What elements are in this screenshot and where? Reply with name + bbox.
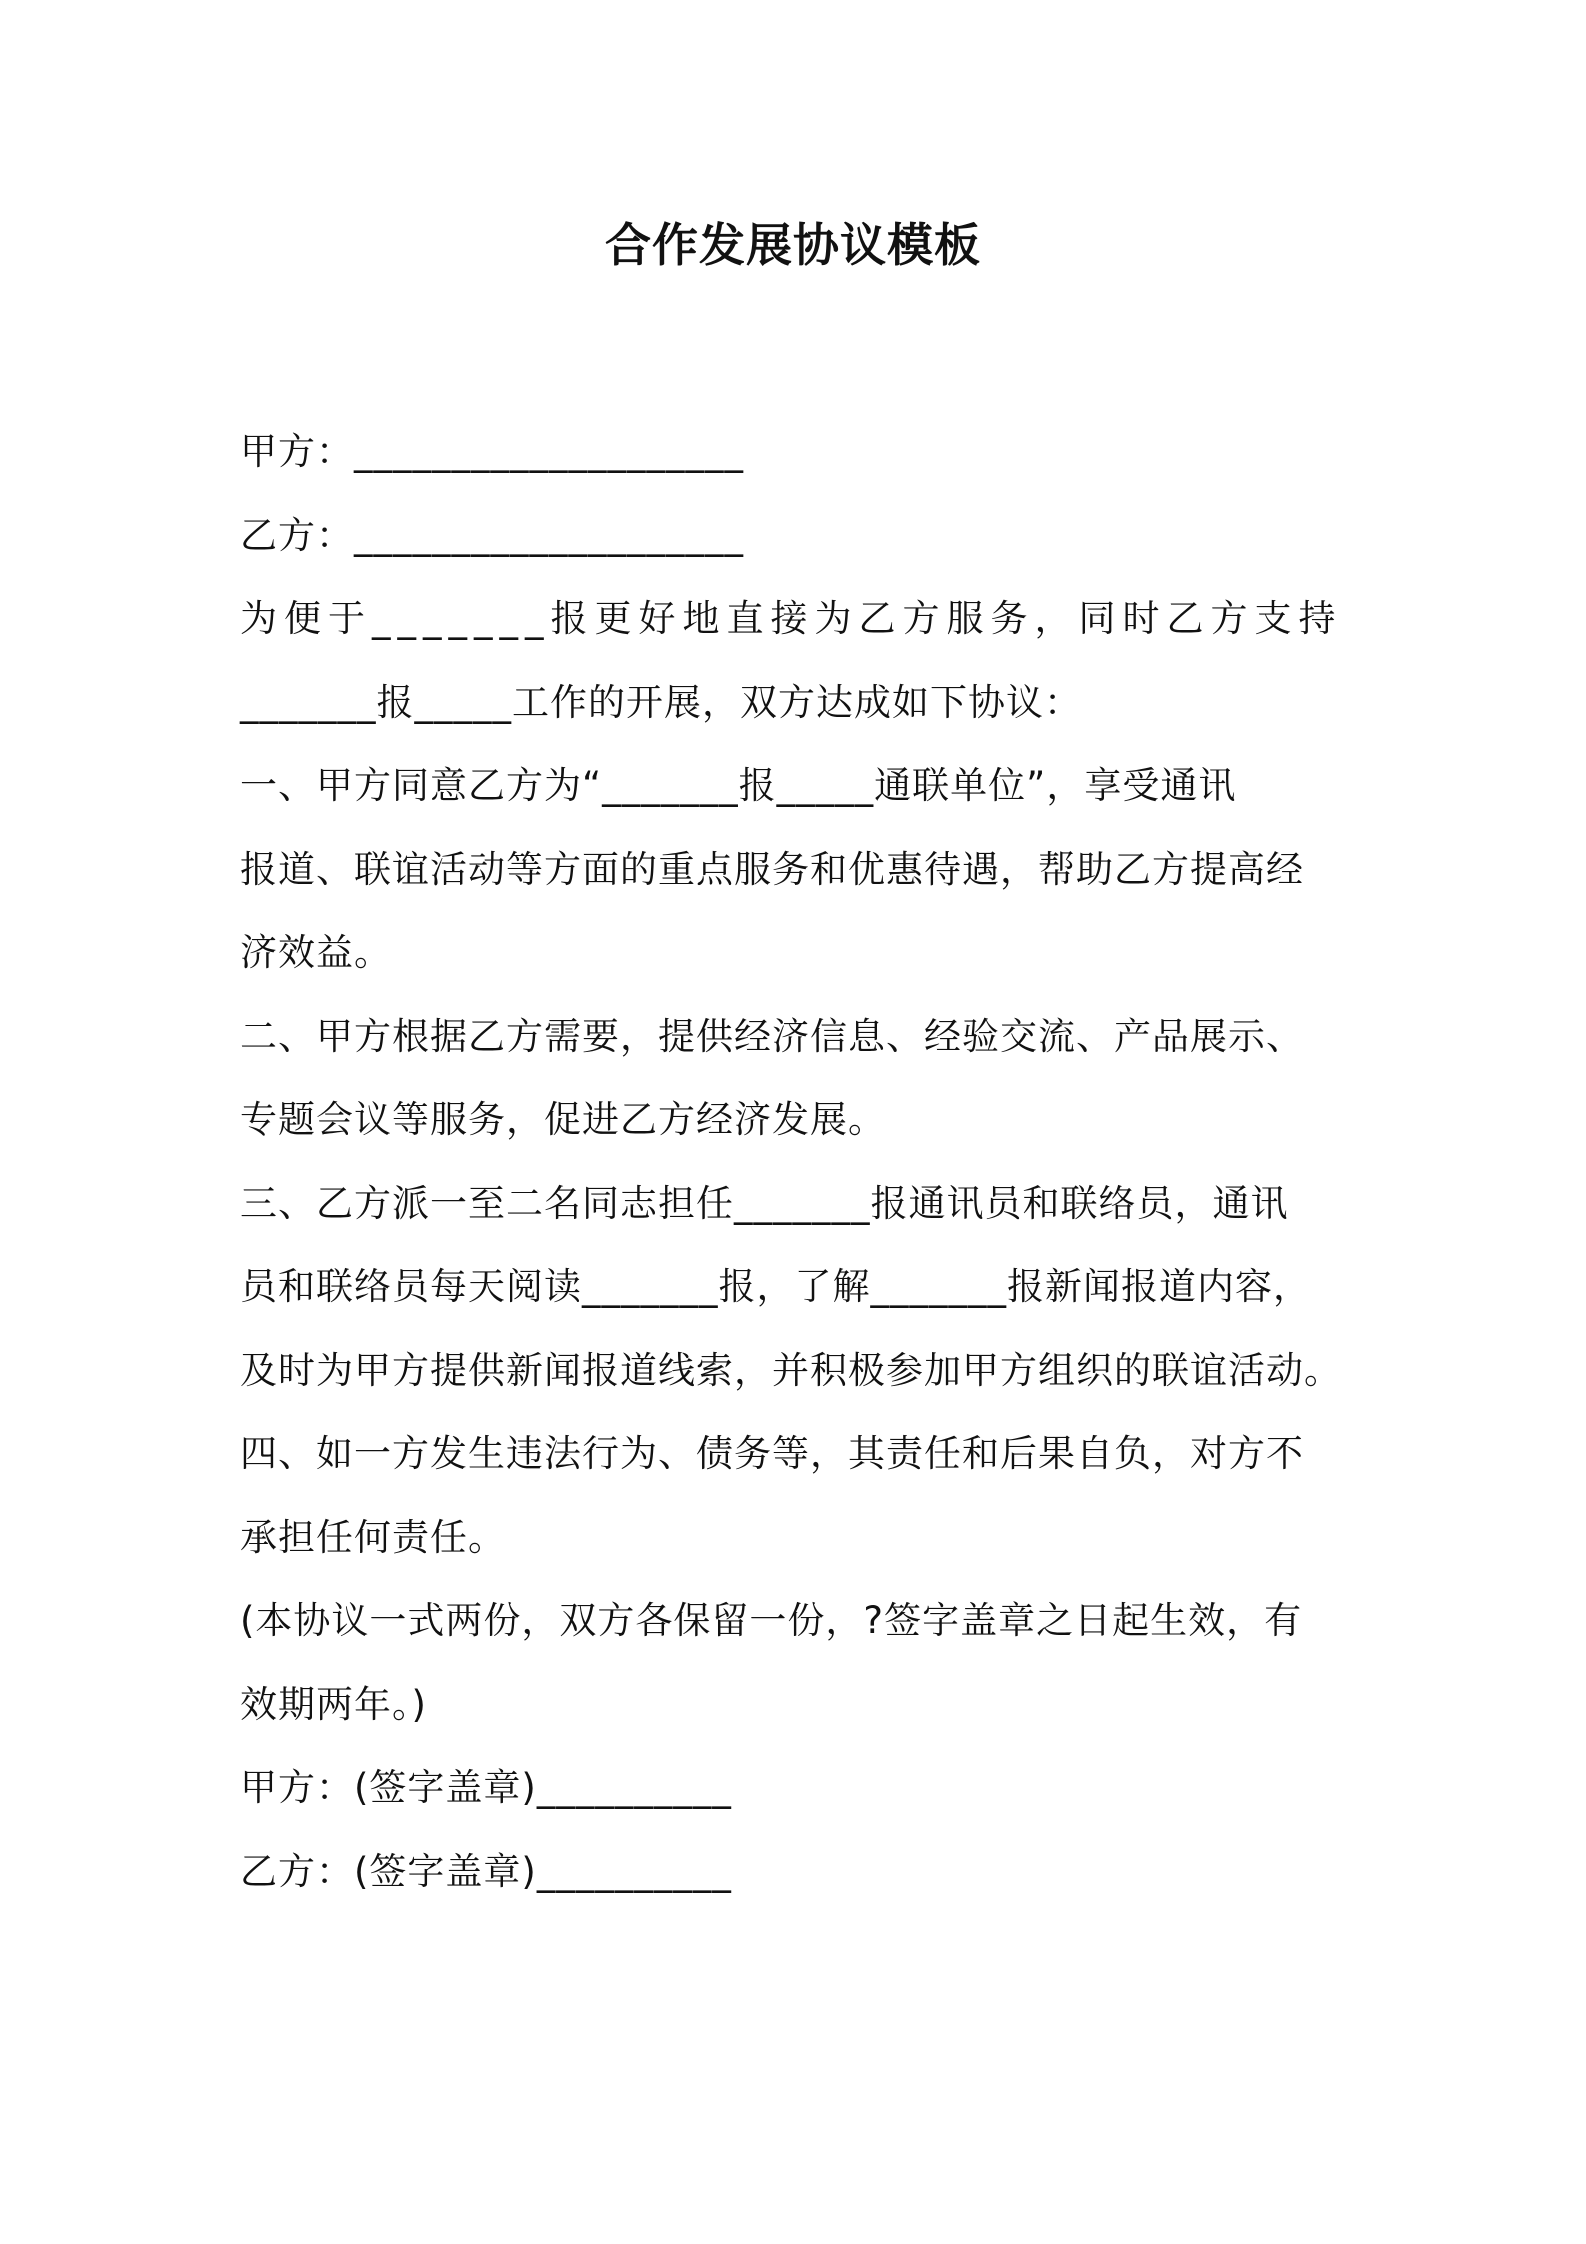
party-a-signature-line: 甲方：(签字盖章)__________ <box>240 1766 732 1809</box>
note-line-2: 效期两年。) <box>240 1682 427 1726</box>
clause-3-line-1: 三、乙方派一至二名同志担任_______报通讯员和联络员，通讯 <box>240 1181 1289 1225</box>
note-line-1: (本协议一式两份，双方各保留一份，?签字盖章之日起生效，有 <box>240 1599 1303 1642</box>
document-body <box>240 410 1390 1913</box>
clause-3-line-2: 员和联络员每天阅读_______报，了解_______报新闻报道内容， <box>240 1265 1311 1308</box>
clause-1-line-3: 济效益。 <box>240 931 392 974</box>
party-b-line: 乙方：____________________ <box>240 513 744 557</box>
clause-2-line-1: 二、甲方根据乙方需要，提供经济信息、经验交流、产品展示、 <box>240 1014 1304 1058</box>
clause-3-line-3: 及时为甲方提供新闻报道线索，并积极参加甲方组织的联谊活动。 <box>240 1348 1342 1392</box>
document-title: 合作发展协议模板 <box>605 218 981 272</box>
clause-1-line-1: 一、甲方同意乙方为“_______报_____通联单位”，享受通讯 <box>240 764 1237 807</box>
party-b-signature-line: 乙方：(签字盖章)__________ <box>240 1849 732 1893</box>
clause-2-line-2: 专题会议等服务，促进乙方经济发展。 <box>240 1098 886 1141</box>
clause-4-line-1: 四、如一方发生违法行为、债务等，其责任和后果自负，对方不 <box>240 1432 1304 1475</box>
preamble-line-1: 为便于_______报更好地直接为乙方服务，同时乙方支持 <box>240 597 1343 640</box>
party-a-line: 甲方：____________________ <box>240 430 744 473</box>
clause-4-line-2: 承担任何责任。 <box>240 1515 506 1559</box>
clause-1-line-2: 报道、联谊活动等方面的重点服务和优惠待遇，帮助乙方提高经 <box>240 847 1304 891</box>
preamble-line-2: _______报_____工作的开展，双方达成如下协议： <box>240 680 1082 724</box>
